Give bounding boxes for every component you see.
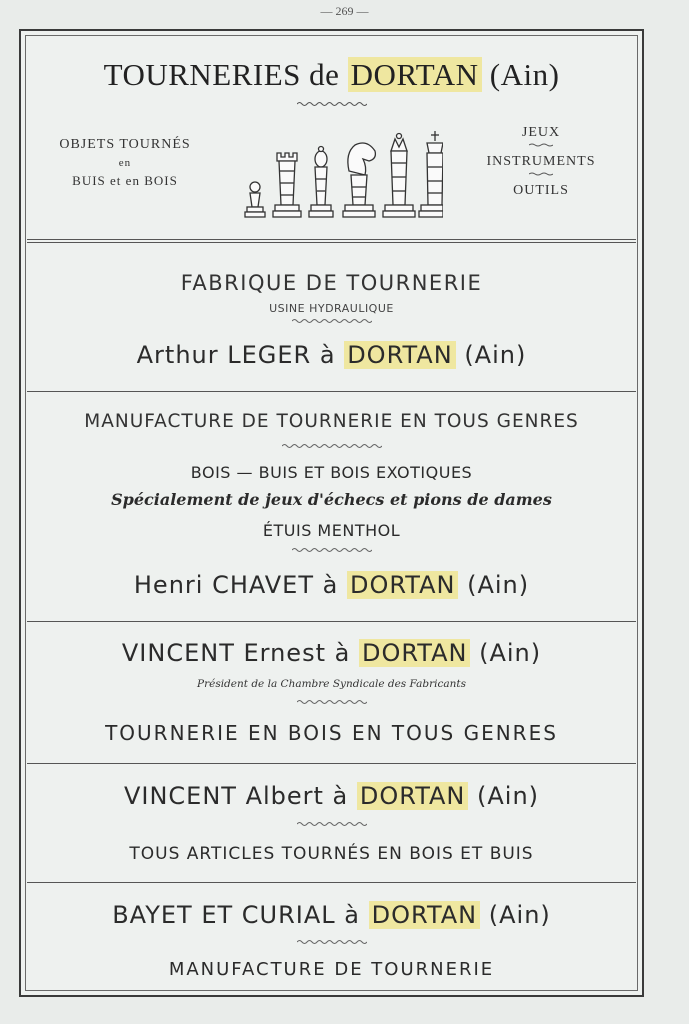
wave-icon [529, 143, 553, 148]
section-divider [27, 239, 636, 243]
header-left-line1: OBJETS TOURNÉS [59, 137, 191, 152]
header-name: TOURNERIES de [103, 57, 340, 92]
section-divider [27, 391, 636, 392]
wave-icon [529, 172, 553, 177]
header-region: (Ain) [489, 57, 560, 92]
chavet-name: Henri CHAVET à [133, 571, 339, 599]
bayet-town: DORTAN [369, 901, 480, 929]
header-left-line3: BUIS et en BOIS [72, 173, 178, 188]
header-right-line1: JEUX [521, 125, 561, 140]
chavet-town: DORTAN [347, 571, 458, 599]
leger-name: Arthur LEGER à [136, 341, 336, 369]
albert-tagline: TOUS ARTICLES TOURNÉS EN BOIS ET BUIS [129, 844, 534, 864]
leger-title: FABRIQUE DE TOURNERIE [180, 271, 483, 295]
albert-name: VINCENT Albert à [123, 782, 349, 810]
header-title [21, 57, 642, 93]
leger-subtitle: USINE HYDRAULIQUE [269, 302, 394, 315]
chavet-region: (Ain) [467, 571, 530, 599]
leger-town: DORTAN [344, 341, 455, 369]
chavet-line1: BOIS — BUIS ET BOIS EXOTIQUES [190, 463, 473, 482]
leger-name-line [21, 341, 642, 369]
bayet-name-line [21, 901, 642, 929]
ernest-note: Président de la Chambre Syndicale des Fabricants [197, 678, 466, 690]
wave-divider-icon [292, 547, 372, 553]
chess-pieces-icon [243, 131, 443, 223]
section-divider [27, 882, 636, 883]
page-number: — 269 — [320, 4, 369, 18]
wave-divider-icon [297, 821, 367, 827]
header-divider-icon [297, 101, 367, 107]
section-divider [27, 763, 636, 764]
header-right-line3: OUTILS [513, 183, 569, 198]
ernest-region: (Ain) [479, 639, 542, 667]
bayet-name: BAYET ET CURIAL à [112, 901, 360, 929]
wave-divider-icon [282, 443, 382, 449]
chavet-line2: Spécialement de jeux d'échecs et pions de dames [111, 490, 552, 509]
chavet-line3: ÉTUIS MENTHOL [262, 521, 401, 540]
header-left-line2: en [118, 157, 132, 169]
wave-divider-icon [297, 939, 367, 945]
section-divider [27, 621, 636, 622]
wave-divider-icon [297, 699, 367, 705]
ernest-name: VINCENT Ernest à [121, 639, 351, 667]
header-right-line2: INSTRUMENTS [486, 154, 596, 169]
header-left-block [35, 137, 215, 189]
chavet-name-line [21, 571, 642, 599]
ernest-name-line [21, 639, 642, 667]
header-town: DORTAN [348, 57, 482, 92]
albert-town: DORTAN [357, 782, 468, 810]
advertisement-frame [19, 29, 644, 997]
ernest-town: DORTAN [359, 639, 470, 667]
wave-divider-icon [292, 318, 372, 324]
chavet-title: MANUFACTURE DE TOURNERIE EN TOUS GENRES [84, 411, 579, 432]
albert-region: (Ain) [477, 782, 540, 810]
bayet-region: (Ain) [488, 901, 551, 929]
header-right-block [461, 125, 621, 199]
leger-region: (Ain) [464, 341, 527, 369]
ernest-tagline: TOURNERIE EN BOIS EN TOUS GENRES [105, 721, 558, 745]
bayet-tagline: MANUFACTURE DE TOURNERIE [168, 959, 495, 980]
albert-name-line [21, 782, 642, 810]
